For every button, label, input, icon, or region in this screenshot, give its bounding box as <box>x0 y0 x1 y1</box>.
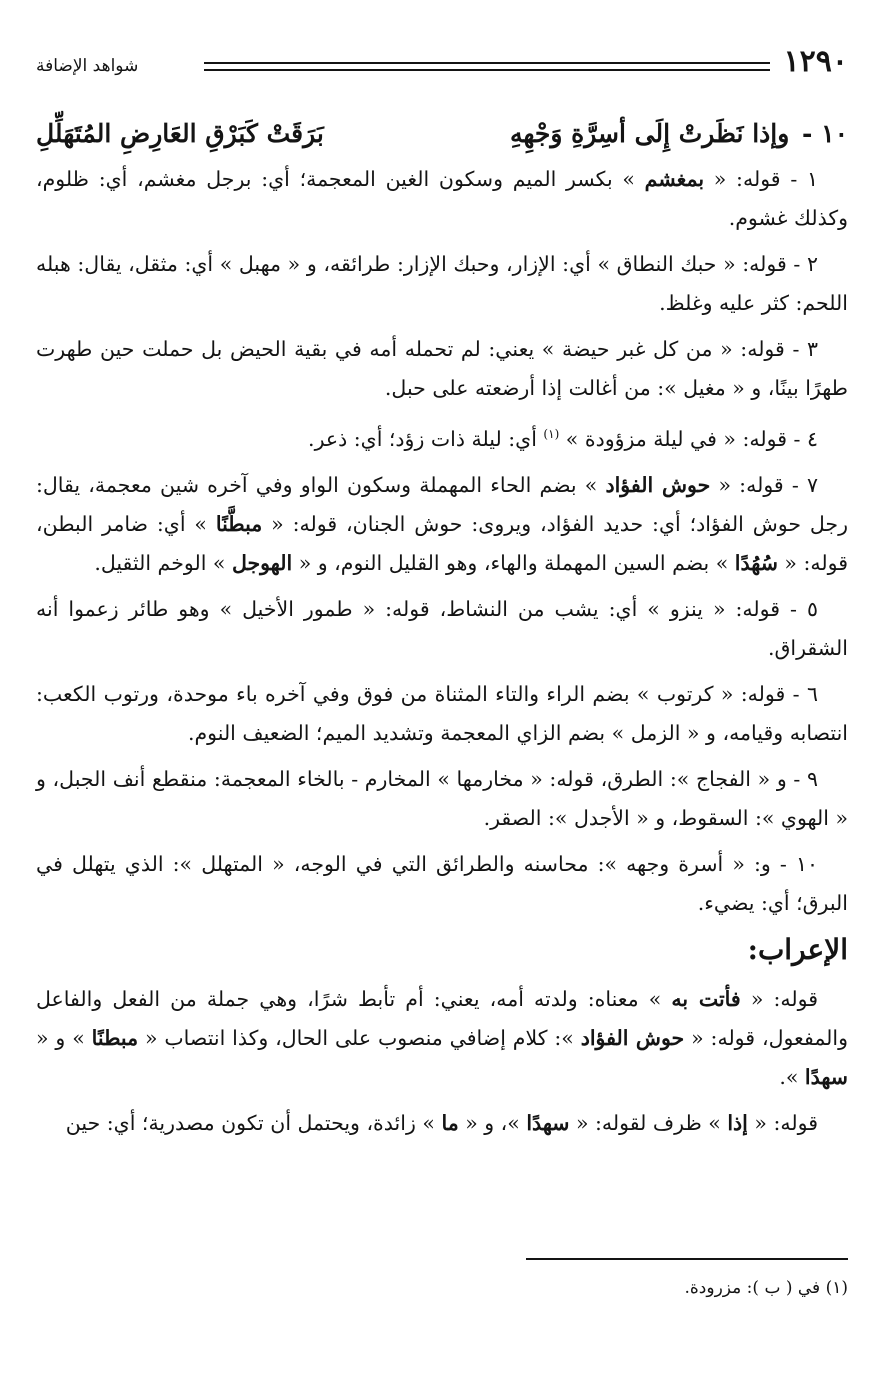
note-7-term-1: حوش الفؤاد <box>605 472 711 497</box>
verse-first-hemistich <box>510 114 848 154</box>
note-7-text: ٧ - قوله: « <box>710 472 818 497</box>
note-5 <box>36 590 848 668</box>
i3rab-2-term-1: إذا <box>727 1110 748 1135</box>
note-7-text-2: » بضم الحاء المهملة وسكون الواو وفي آخره شين معجمة، يقال: رجل حوش الفؤاد؛ أي: حديد الفؤاد، ويروى: حوش الجنان، قوله: « <box>36 472 848 536</box>
footnote-separator <box>526 1258 848 1260</box>
note-4-text-rest: أي: ليلة ذات زؤد؛ أي: ذعر. <box>308 426 544 451</box>
note-3 <box>36 330 848 408</box>
i3rab-paragraph-2 <box>36 1104 848 1143</box>
note-9 <box>36 760 848 838</box>
note-7-term-2: مبطَّنًا <box>215 511 263 536</box>
i3rab-2-text-2: » ظرف لقوله: « <box>569 1110 728 1135</box>
note-6 <box>36 675 848 753</box>
i3rab-1-text-4: » و « <box>36 1025 92 1050</box>
verse-line <box>36 114 848 158</box>
i3rab-1-text: قوله: « <box>740 986 819 1011</box>
note-7-text-5: » الوخم الثقيل. <box>94 550 232 575</box>
i3rab-2-text-4: » زائدة، ويحتمل أن تكون مصدرية؛ أي: حين <box>65 1110 442 1135</box>
note-5-text: ٥ - قوله: « ينزو » أي: يشب من النشاط، قوله: « طمور الأخيل » وهو طائر زعموا أنه الشقراق. <box>36 596 848 660</box>
verse-second-hemistich: بَرَقَتْ كَبَرْقِ العَارِضِ المُتَهَلِّلِ <box>36 119 324 148</box>
note-4 <box>36 415 848 459</box>
i3rab-2-term-2: سهدًا <box>526 1110 570 1135</box>
note-1-text: ١ - قوله: « <box>704 167 818 191</box>
i3rab-heading: الإعراب: <box>747 932 848 966</box>
verse-number: ١٠ - <box>802 119 848 148</box>
note-6-text: ٦ - قوله: « كرتوب » بضم الراء والتاء المثناة من فوق وفي آخره باء موحدة، ورتوب الكعب: انتصابه وقيامه، و « الزمل » بضم الزاي المعجمة وتشديد الميم؛ الضعيف النوم. <box>36 681 848 745</box>
note-7-text-4: » بضم السين المهملة والهاء، وهو القليل النوم، و « <box>292 550 735 575</box>
note-10-text: ١٠ - و: « أسرة وجهه »: محاسنه والطرائق التي في الوجه، « المتهلل »: الذي يتهلل في البرق؛ أي: يضيء. <box>36 851 848 915</box>
i3rab-1-text-2: » معناه: ولدته أمه، يعني: أم تأبط شرًا، وهي جملة من الفعل والفاعل والمفعول، قوله: « <box>36 986 849 1050</box>
note-1-term: بمغشم <box>644 167 705 191</box>
note-7-term-4: الهوجل <box>231 550 293 575</box>
running-title: شواهد الإضافة <box>36 56 139 76</box>
book-page <box>36 0 848 1388</box>
note-7-text-3: » أي: ضامر البطن، قوله: « <box>36 511 848 575</box>
commentary <box>36 160 848 1150</box>
note-7 <box>36 466 848 583</box>
note-1 <box>36 160 848 238</box>
note-7-term-3: سُهُدًا <box>734 550 778 575</box>
footnote: (١) في ( ب ): مزرودة. <box>684 1278 848 1298</box>
i3rab-1-term-4: سهدًا <box>804 1064 848 1089</box>
note-10 <box>36 845 848 923</box>
i3rab-2-text: قوله: « <box>747 1110 818 1135</box>
note-3-text: ٣ - قوله: « من كل غبر حيضة » يعني: لم تحمله أمه في بقية الحيض بل حملت حين طهرت طهرًا بينًا، و « مغيل »: من أغالت إذا أرضعته على حبل. <box>36 337 848 400</box>
header-double-rule <box>204 62 770 71</box>
note-1-text-rest: » بكسر الميم وسكون الغين المعجمة؛ أي: برجل مغشم، أي: ظلوم، وكذلك غشوم. <box>36 167 848 230</box>
footnote-marker: (١) <box>543 427 560 441</box>
i3rab-2-term-3: ما <box>441 1110 459 1135</box>
page-number: ١٢٩٠ <box>783 44 848 79</box>
i3rab-1-term-2: حوش الفؤاد <box>580 1025 685 1050</box>
i3rab-1-term-3: مبطنًا <box>91 1025 139 1050</box>
i3rab-1-term-1: فأتت به <box>671 986 741 1011</box>
i3rab-2-text-3: »، و « <box>458 1110 527 1135</box>
page-header <box>36 44 848 84</box>
note-9-text: ٩ - و « الفجاج »: الطرق، قوله: « مخارمها » المخارم - بالخاء المعجمة: منقطع أنف الجبل، و « الهوي »: السقوط، و « الأجدل »: الصقر. <box>36 766 848 830</box>
hemistich-1-text: وإذا نَظَرتْ إِلَى أسِرَّةِ وَجْهِهِ <box>509 119 790 148</box>
i3rab-paragraph-1 <box>36 980 848 1097</box>
i3rab-1-text-5: ». <box>779 1064 805 1089</box>
note-2 <box>36 245 848 323</box>
note-4-text: ٤ - قوله: « في ليلة مزؤودة » <box>559 426 818 451</box>
i3rab-1-text-3: »: كلام إضافي منصوب على الحال، وكذا انتصاب « <box>138 1025 581 1050</box>
note-2-text: ٢ - قوله: « حبك النطاق » أي: الإزار، وحبك الإزار: طرائقه، و « مهبل » أي: مثقل، يقال: هبله اللحم: كثر عليه وغلظ. <box>36 252 848 315</box>
